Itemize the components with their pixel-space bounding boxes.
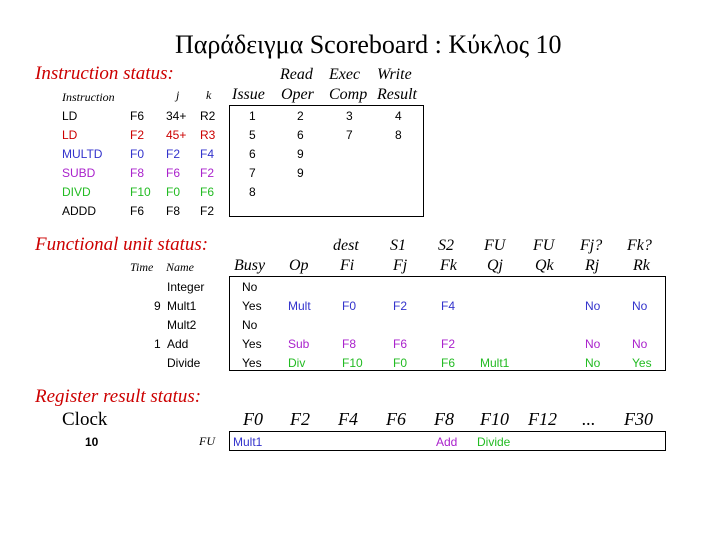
fu-fj: F0 <box>393 356 408 370</box>
register-label: F30 <box>624 409 653 429</box>
fu-time: 1 <box>154 337 161 351</box>
instr-issue: 8 <box>249 185 256 199</box>
s2-header: S2 <box>438 237 454 254</box>
fu-fi: F8 <box>342 337 357 351</box>
reg-table-bottom-line <box>229 450 666 451</box>
fu-fk: F2 <box>441 337 456 351</box>
instr-j: 45+ <box>166 128 187 142</box>
instr-read: 6 <box>297 128 304 142</box>
fu-table-right-line <box>665 276 666 371</box>
register-label: F12 <box>528 409 557 429</box>
instr-op: ADDD <box>62 204 97 218</box>
instr-exec: 7 <box>346 128 353 142</box>
oper-header: Oper <box>281 86 314 103</box>
instr-j: F6 <box>166 166 181 180</box>
instruction-status-label: Instruction status: <box>35 63 174 84</box>
instr-issue: 6 <box>249 147 256 161</box>
reg-table-top-line <box>229 431 666 432</box>
instr-read: 9 <box>297 147 304 161</box>
reg-table-right-line <box>665 431 666 451</box>
fu-rk: No <box>632 337 648 351</box>
j-header: j <box>176 88 180 102</box>
fu-busy: Yes <box>242 356 262 370</box>
fu-table-bottom-line <box>229 370 666 371</box>
instr-op: LD <box>62 109 78 123</box>
instr-table-left-line <box>229 105 230 217</box>
register-label: F2 <box>290 409 310 429</box>
instr-k: R3 <box>200 128 216 142</box>
instr-write: 8 <box>395 128 402 142</box>
fj-header: Fj <box>393 257 408 274</box>
comp-header: Comp <box>329 86 368 103</box>
busy-header: Busy <box>234 257 266 274</box>
instr-table-top-line <box>229 105 424 106</box>
op-header: Op <box>289 257 309 274</box>
fu-rj: No <box>585 356 601 370</box>
register-value: Mult1 <box>233 435 263 449</box>
read-header: Read <box>280 66 313 83</box>
fu-header-2: FU <box>533 237 555 254</box>
clock-value: 10 <box>85 435 99 449</box>
dest-header: dest <box>333 237 359 254</box>
instr-k: F2 <box>200 204 215 218</box>
fu-name: Mult1 <box>167 299 197 313</box>
fu-name: Add <box>167 337 189 351</box>
instr-op: DIVD <box>62 185 91 199</box>
instr-read: 9 <box>297 166 304 180</box>
fu-op: Sub <box>288 337 310 351</box>
instr-op: LD <box>62 128 78 142</box>
reg-table-left-line <box>229 431 230 451</box>
register-label: F4 <box>338 409 358 429</box>
fu-fj: F2 <box>393 299 408 313</box>
instr-dest: F0 <box>130 147 145 161</box>
fu-fi: F10 <box>342 356 363 370</box>
fu-fk: F6 <box>441 356 456 370</box>
s1-header: S1 <box>390 237 406 254</box>
fu-label: FU <box>199 434 215 448</box>
instr-op: SUBD <box>62 166 96 180</box>
fu-time: 9 <box>154 299 161 313</box>
instr-j: F8 <box>166 204 181 218</box>
fu-table-top-line <box>229 276 666 277</box>
time-header: Time <box>130 260 154 274</box>
instr-table-right-line <box>423 105 424 217</box>
fu-name: Integer <box>167 280 205 294</box>
instr-table-bottom-line <box>229 216 424 217</box>
register-label: ... <box>582 409 596 429</box>
instr-read: 2 <box>297 109 304 123</box>
register-label: F8 <box>434 409 454 429</box>
fu-fi: F0 <box>342 299 357 313</box>
fu-fj: F6 <box>393 337 408 351</box>
instr-issue: 7 <box>249 166 256 180</box>
clock-label: Clock <box>62 409 108 430</box>
instr-k: R2 <box>200 109 216 123</box>
instr-issue: 5 <box>249 128 256 142</box>
fu-header-1: FU <box>484 237 506 254</box>
register-result-status-label: Register result status: <box>35 386 202 407</box>
fu-rk: Yes <box>632 356 652 370</box>
fu-rk: No <box>632 299 648 313</box>
fu-name: Mult2 <box>167 318 197 332</box>
qk-header: Qk <box>535 257 554 274</box>
fu-op: Mult <box>288 299 311 313</box>
fu-busy: No <box>242 280 258 294</box>
register-label: F10 <box>480 409 509 429</box>
instr-dest: F6 <box>130 204 145 218</box>
fk-header: Fk <box>440 257 457 274</box>
instr-k: F4 <box>200 147 215 161</box>
fu-busy: Yes <box>242 337 262 351</box>
exec-header: Exec <box>329 66 361 83</box>
rk-header: Rk <box>633 257 650 274</box>
fu-busy: Yes <box>242 299 262 313</box>
fu-rj: No <box>585 337 601 351</box>
fi-header: Fi <box>340 257 355 274</box>
instr-dest: F2 <box>130 128 145 142</box>
fu-op: Div <box>288 356 306 370</box>
instruction-header: Instruction <box>62 90 115 104</box>
issue-header: Issue <box>232 86 265 103</box>
register-label: F6 <box>386 409 406 429</box>
register-value: Divide <box>477 435 511 449</box>
functional-unit-status-label: Functional unit status: <box>35 234 209 255</box>
instr-exec: 3 <box>346 109 353 123</box>
instr-k: F6 <box>200 185 215 199</box>
instr-write: 4 <box>395 109 402 123</box>
instr-j: F2 <box>166 147 181 161</box>
instr-j: 34+ <box>166 109 187 123</box>
slide-title: Παράδειγμα Scoreboard : Κύκλος 10 <box>175 30 562 59</box>
register-value: Add <box>436 435 458 449</box>
fu-busy: No <box>242 318 258 332</box>
qj-header: Qj <box>487 257 503 274</box>
name-header: Name <box>166 260 194 274</box>
fj-q-header: Fj? <box>580 237 603 254</box>
instr-dest: F6 <box>130 109 145 123</box>
fu-name: Divide <box>167 356 201 370</box>
fu-rj: No <box>585 299 601 313</box>
instr-dest: F10 <box>130 185 151 199</box>
write-header: Write <box>377 66 412 83</box>
fu-qj: Mult1 <box>480 356 510 370</box>
fk-q-header: Fk? <box>627 237 652 254</box>
fu-fk: F4 <box>441 299 456 313</box>
instr-k: F2 <box>200 166 215 180</box>
instr-issue: 1 <box>249 109 256 123</box>
register-label: F0 <box>243 409 263 429</box>
k-header: k <box>206 88 212 102</box>
result-header: Result <box>377 86 417 103</box>
instr-dest: F8 <box>130 166 145 180</box>
instr-j: F0 <box>166 185 181 199</box>
instr-op: MULTD <box>62 147 103 161</box>
rj-header: Rj <box>585 257 600 274</box>
fu-table-left-line <box>229 276 230 371</box>
